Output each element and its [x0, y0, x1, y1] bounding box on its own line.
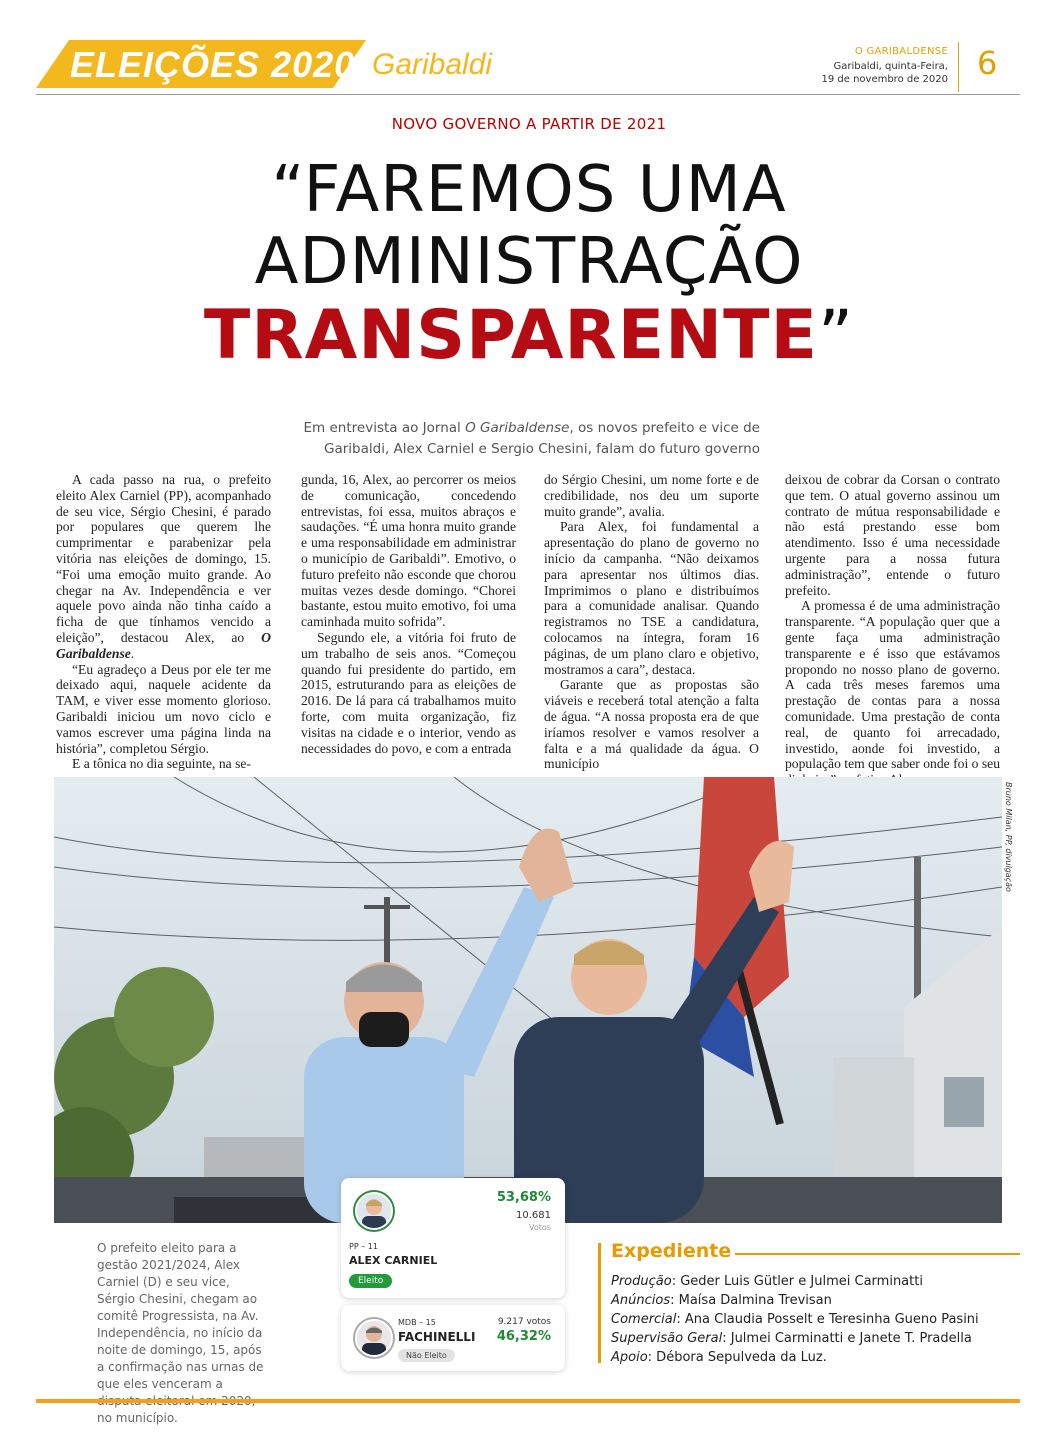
dateline — [748, 60, 948, 86]
photo-credit: Bruno Milan, PP, divulgação — [1004, 782, 1013, 892]
dateline-line-1: Garibaldi, quinta-Feira, — [833, 61, 948, 72]
headline-line-2: ADMINISTRAÇÃO — [254, 225, 804, 299]
paragraph: gunda, 16, Alex, ao percorrer os meios de comunicação, concedendo entrevistas, foi essa, muitos abraços e saudações. “É uma honra muito grande e uma responsabilidade em administrar o município de Garibaldi”. Emotivo, o futuro prefeito não esconde que chorou muitas vezes desde domingo. “Chorei bastante, estou muito emotivo, foi uma caminhada muito sofrida”. — [301, 472, 516, 630]
paper-name: O GARIBALDENSE — [854, 46, 948, 57]
expediente-item: Apoio: Débora Sepulveda da Luz. — [611, 1350, 827, 1365]
expediente-title: Expediente — [611, 1240, 732, 1262]
expediente-item: Comercial: Ana Claudia Posselt e Teresinha Gueno Pasini — [611, 1312, 979, 1327]
expediente-rule — [735, 1253, 1020, 1255]
candidate-avatar — [355, 1192, 393, 1230]
headline-line-1: “FAREMOS UMA — [271, 153, 787, 227]
paper-name-inline: O Garibaldense — [56, 629, 271, 661]
header-rule — [36, 94, 1020, 95]
runner-up-votes: 9.217 votos — [497, 1317, 551, 1327]
paragraph: A promessa é de uma administração transparente. “A população quer que a gente faça uma administração transparente e é isso que estávamos propondo no nosso plano de governo. A cada três meses faremos uma prestação de contas para a nossa comunidade. Uma prestação de conta real, de quanto foi arrecadado, investido, aonde foi investido, a população tem que saber onde foi o seu — [785, 598, 1000, 772]
kicker: NOVO GOVERNO A PARTIR DE 2021 — [391, 115, 667, 133]
winner-party: PP – 11 — [349, 1242, 378, 1251]
section-label: Garibaldi — [372, 48, 493, 81]
deck-paper-name: O Garibaldense — [465, 420, 570, 436]
winner-status-badge: Eleito — [349, 1274, 392, 1288]
result-card-runner-up — [341, 1305, 565, 1371]
page-number: 6 — [977, 44, 998, 82]
paragraph: Segundo ele, a vitória foi fruto de um trabalho de seis anos. “Começou quando fui presidente do partido, em 2015, estruturando para as eleições de 2016. De lá para cá trabalhamos muito forte, com muita organização, fiz visitas na cidade e o interior, vendo as necessidades do povo, e com a entrada — [301, 629, 516, 756]
runner-up-name: FACHINELLI — [398, 1330, 476, 1344]
candidate-avatar — [355, 1319, 393, 1357]
paragraph: Para Alex, foi fundamental a apresentação do plano de governo no início da campanha. “Não deixamos para apresentar nos últimos dias. Imprimimos o plano e distribuímos para a comunidade analisar. Quando registramos no TSE a candidatura, colocamos na íntegra, foram 16 páginas, de um plano claro e objetivo, mostramos a cara”, destaca. — [544, 519, 759, 677]
header-separator — [958, 42, 959, 92]
paragraph: Garante que as propostas são viáveis e receberá total atenção a falta de água. “A nossa proposta era de que iríamos resolver e vamos resolver a falta e a má qualidade da água. O município — [544, 677, 759, 772]
winner-name: ALEX CARNIEL — [349, 1254, 438, 1267]
photo-caption: O prefeito eleito para a gestão 2021/2024, Alex Carniel (D) e seu vice, Sérgio Chesini, chegam ao comitê Progressista, na Av. Independência, no início da noite de domingo, 15, após a confirmação nas urnas de que eles venceram a no município. — [97, 1241, 264, 1425]
article-column-1 — [56, 472, 271, 772]
runner-up-percent: 46,32% — [496, 1329, 551, 1344]
banner-title: ELEIÇÕES 2020 — [70, 44, 356, 85]
winner-percent: 53,68% — [496, 1190, 551, 1205]
paragraph: A cada passo na rua, o prefeito eleito Alex Carniel (PP), acompanhado de seu vice, Sérgio Chesini, é parado por populares que querem lhe cumprimentar e parabenizar pela vitória nas eleições de domingo, 15. “Foi uma emoção muito grande. Ao chegar na Av. Independência e ver aquele povo ainda não tinha caído a ficha de que tínhamos vencido a eleição”, destacou Alex, ao O Garibaldense. — [56, 472, 271, 661]
photo-illustration — [54, 777, 1002, 1223]
deck-text: Em entrevista ao Jornal — [303, 420, 466, 436]
article-column-2 — [301, 472, 516, 756]
runner-up-party: MDB – 15 — [398, 1318, 436, 1327]
paragraph: do Sérgio Chesini, um nome forte e de credibilidade, nos deu um suporte muito grande”, avalia. — [544, 472, 759, 519]
footer-rule — [36, 1399, 1020, 1403]
article-column-4 — [785, 472, 1000, 788]
deck-line-2: Garibaldi, Alex Carniel e Sergio Chesini, falam do futuro governo — [324, 441, 760, 457]
winner-votes-label: Votos — [529, 1223, 551, 1232]
paragraph: “Eu agradeço a Deus por ele ter me deixado aqui, naquele acidente da TAM, e viver esse momento glorioso. Garibaldi iniciou um novo ciclo e vamos escrever uma página linda na história”, completou Sérgio. — [56, 661, 271, 756]
expediente-item: Produção: Geder Luis Gütler e Julmei Carminatti — [611, 1274, 923, 1289]
headline-line-3 — [0, 296, 1058, 376]
headline-highlight: TRANSPARENTE — [203, 296, 818, 375]
winner-votes: 10.681 — [516, 1210, 551, 1221]
expediente-accent-bar — [598, 1243, 601, 1363]
deck-text: , os novos prefeito e vice de — [569, 420, 760, 436]
expediente-item: Anúncios: Maísa Dalmina Trevisan — [611, 1293, 832, 1308]
expediente-list — [611, 1272, 979, 1367]
paragraph: deixou de cobrar da Corsan o contrato que tem. O atual governo assinou um contrato de mútua responsabilidade e não está prestando esse bom atendimento. Isso é uma necessidade urgente para a nossa futura administração”, entende o futuro prefeito. — [785, 472, 1000, 598]
headline-close-quote: ” — [817, 296, 855, 375]
expediente-item: Supervisão Geral: Julmei Carminatti e Janete T. Pradella — [611, 1331, 972, 1346]
deck — [290, 418, 760, 460]
paragraph: E a tônica no dia seguinte, na se- — [72, 756, 251, 772]
section-banner — [36, 40, 366, 88]
deck-line-1 — [290, 418, 760, 439]
result-card-winner — [341, 1178, 565, 1298]
article-column-3 — [544, 472, 759, 772]
dateline-line-2: 19 de novembro de 2020 — [821, 74, 948, 85]
runner-up-status-badge: Não Eleito — [398, 1349, 455, 1362]
main-photo — [54, 777, 1002, 1223]
